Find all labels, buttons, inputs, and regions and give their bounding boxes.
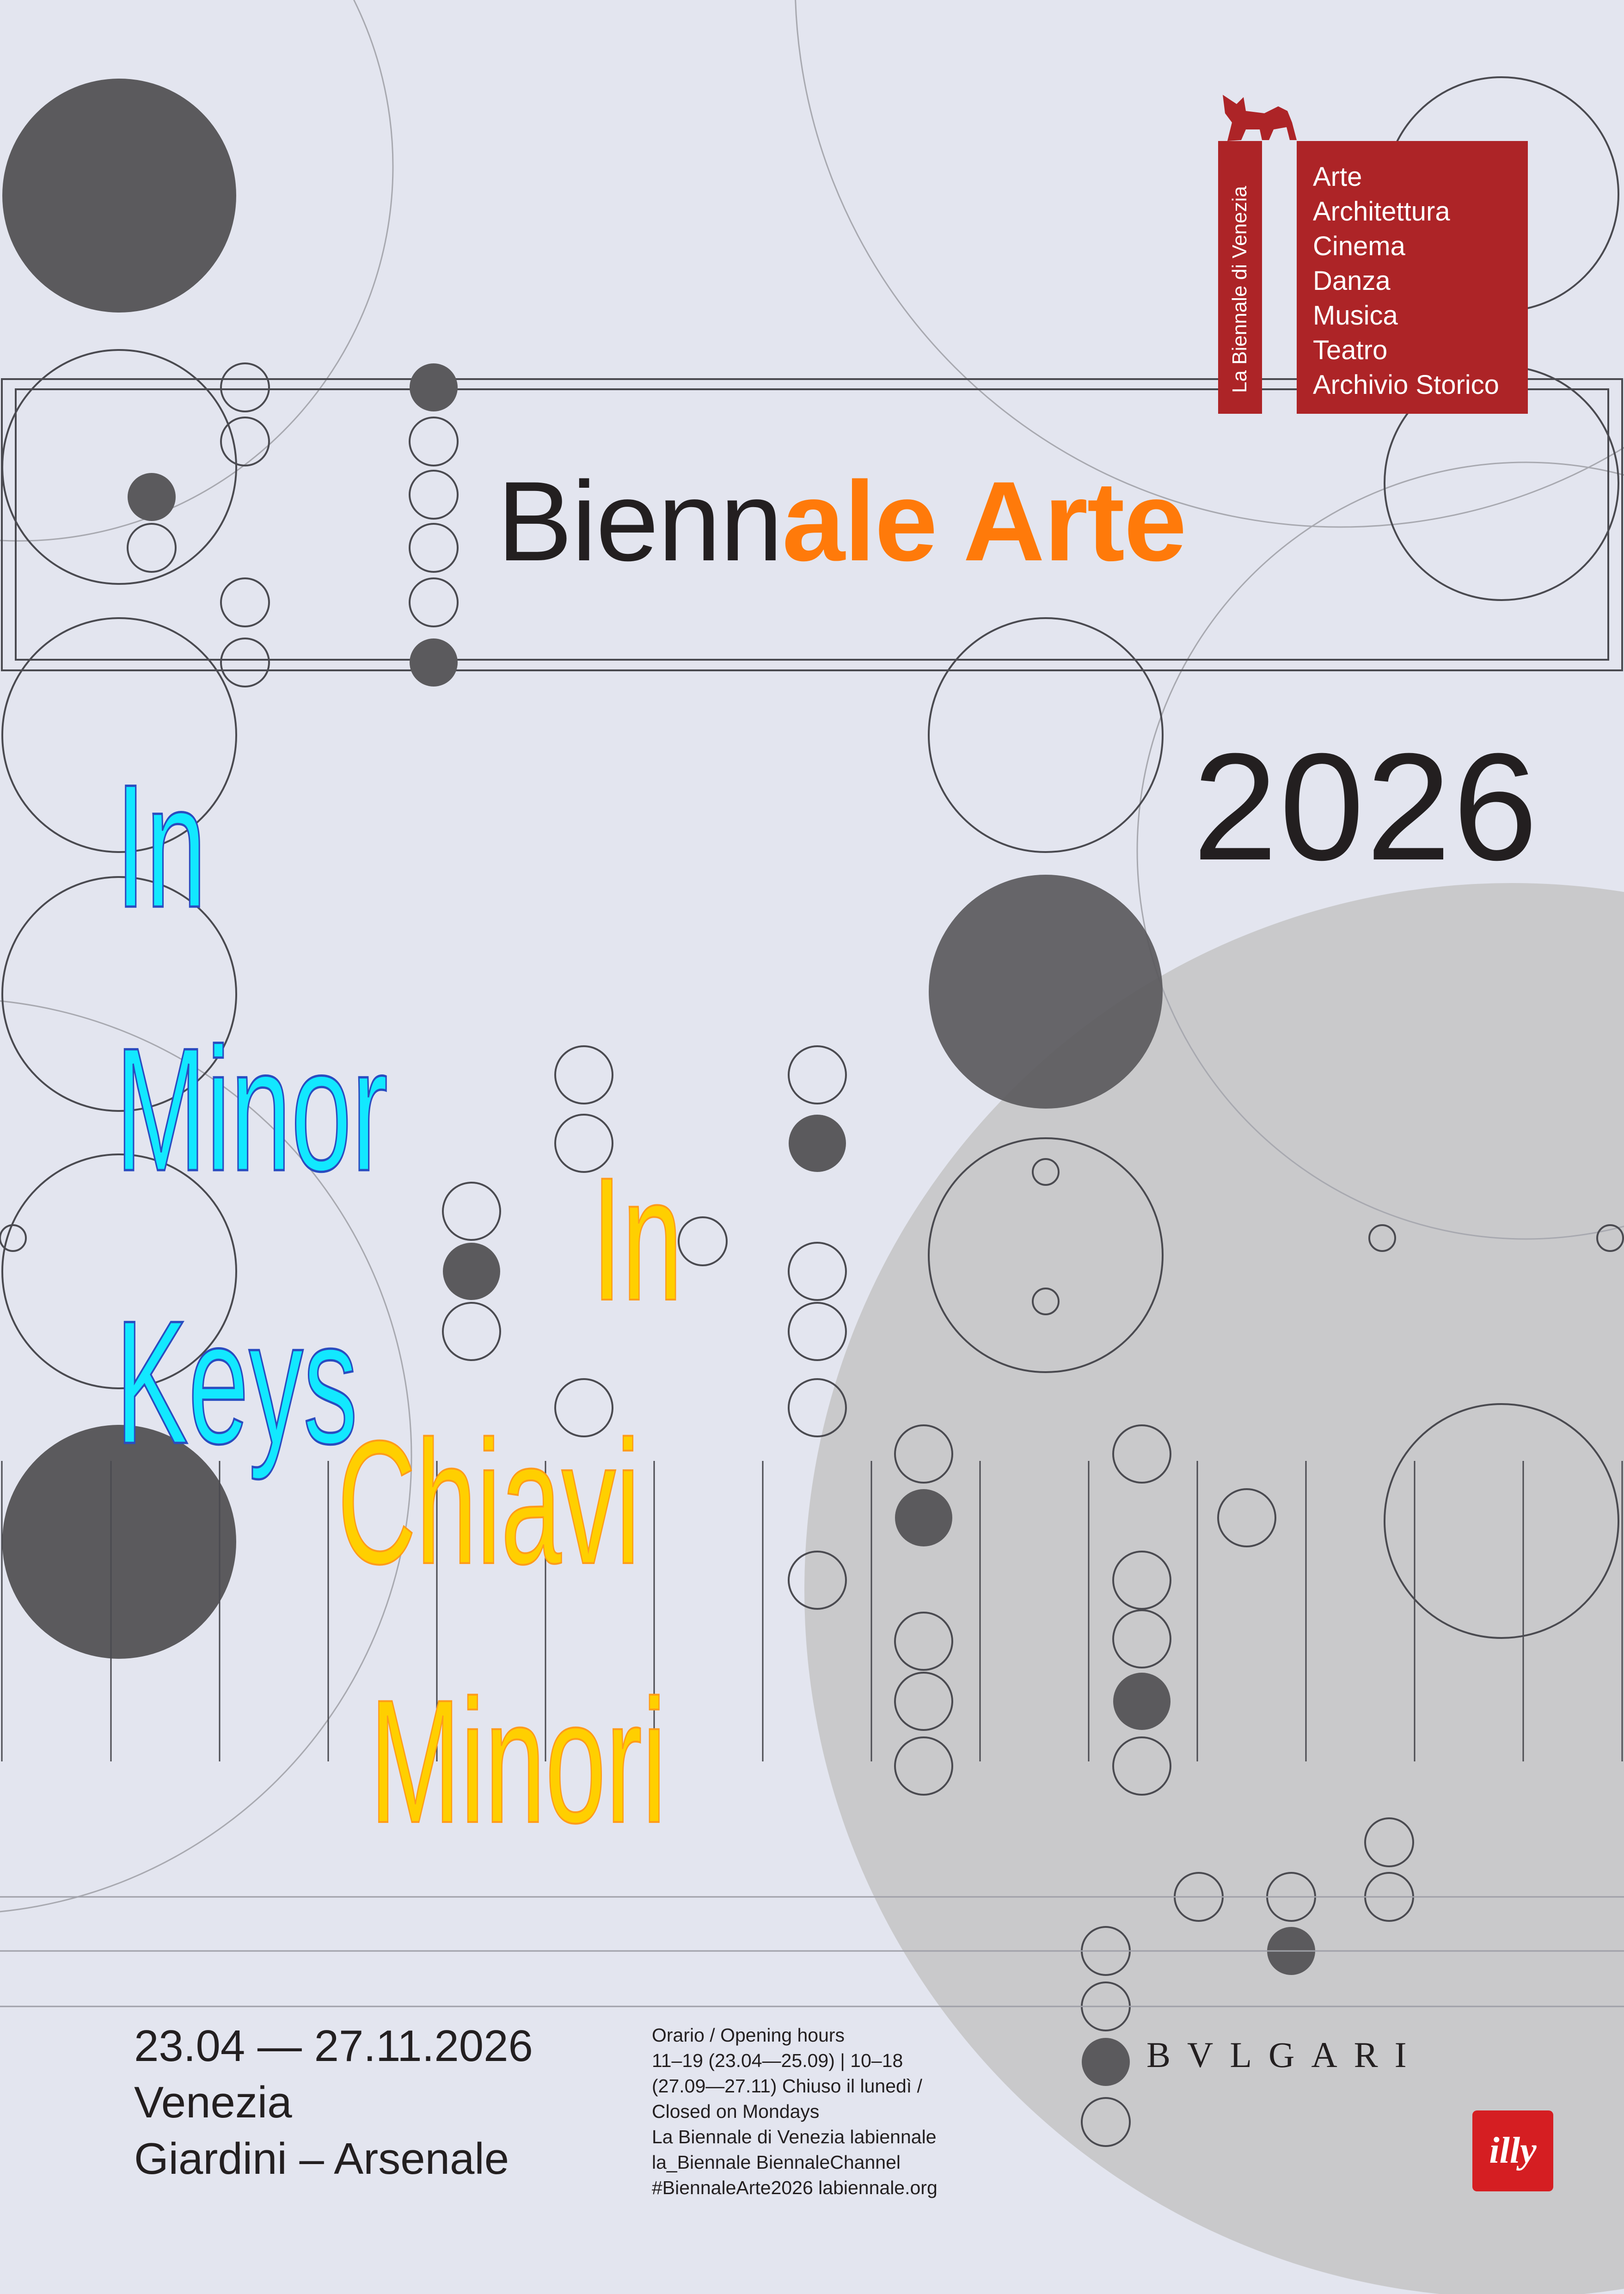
logo-vertical-tab	[1218, 141, 1262, 414]
title-part-black: Bienn	[497, 458, 782, 584]
logo-vertical-text: La Biennale di Venezia	[1228, 186, 1251, 393]
event-dates: 23.04 — 27.11.2026	[134, 2021, 533, 2071]
menu-item-cinema[interactable]: Cinema	[1313, 231, 1405, 261]
theme-it-line-2: Chiavi	[337, 1404, 640, 1601]
hours-line: la_Biennale BiennaleChannel	[652, 2152, 901, 2173]
title-part-orange: ale Arte	[782, 458, 1186, 584]
hours-line: 11–19 (23.04—25.09) | 10–18	[652, 2050, 903, 2071]
year: 2026	[1193, 721, 1540, 892]
exhibition-title	[497, 458, 1186, 584]
menu-item-teatro[interactable]: Teatro	[1313, 335, 1388, 365]
event-info	[134, 2018, 533, 2187]
logo-menu	[1297, 141, 1528, 414]
menu-item-arte[interactable]: Arte	[1313, 162, 1362, 192]
event-city: Venezia	[134, 2078, 292, 2127]
hours-line: Closed on Mondays	[652, 2101, 820, 2122]
illy-logo	[1472, 2110, 1553, 2191]
event-venues: Giardini – Arsenale	[134, 2134, 509, 2184]
hours-line: Orario / Opening hours	[652, 2024, 845, 2046]
theme-en-line-1: In	[116, 748, 207, 944]
winged-lion-icon	[1218, 86, 1301, 146]
hours-line: #BiennaleArte2026 labiennale.org	[652, 2177, 938, 2198]
hours-line: (27.09—27.11) Chiuso il lunedì /	[652, 2075, 922, 2097]
menu-item-archivio-storico[interactable]: Archivio Storico	[1313, 370, 1499, 400]
theme-it-line-1: In	[592, 1141, 683, 1337]
theme-it-line-3: Minori	[370, 1663, 667, 1859]
bvlgari-logo: BVLGARI	[1146, 2035, 1423, 2075]
menu-item-musica[interactable]: Musica	[1313, 301, 1398, 331]
menu-item-danza[interactable]: Danza	[1313, 266, 1391, 296]
theme-en-line-2: Minor	[116, 1011, 388, 1208]
opening-hours	[652, 2023, 938, 2201]
theme-en-line-3: Keys	[116, 1284, 358, 1480]
biennale-lion-icon	[1218, 86, 1301, 148]
menu-item-architettura[interactable]: Architettura	[1313, 196, 1450, 227]
illy-logo-text: illy	[1489, 2130, 1537, 2171]
hours-line: La Biennale di Venezia labiennale	[652, 2126, 937, 2147]
